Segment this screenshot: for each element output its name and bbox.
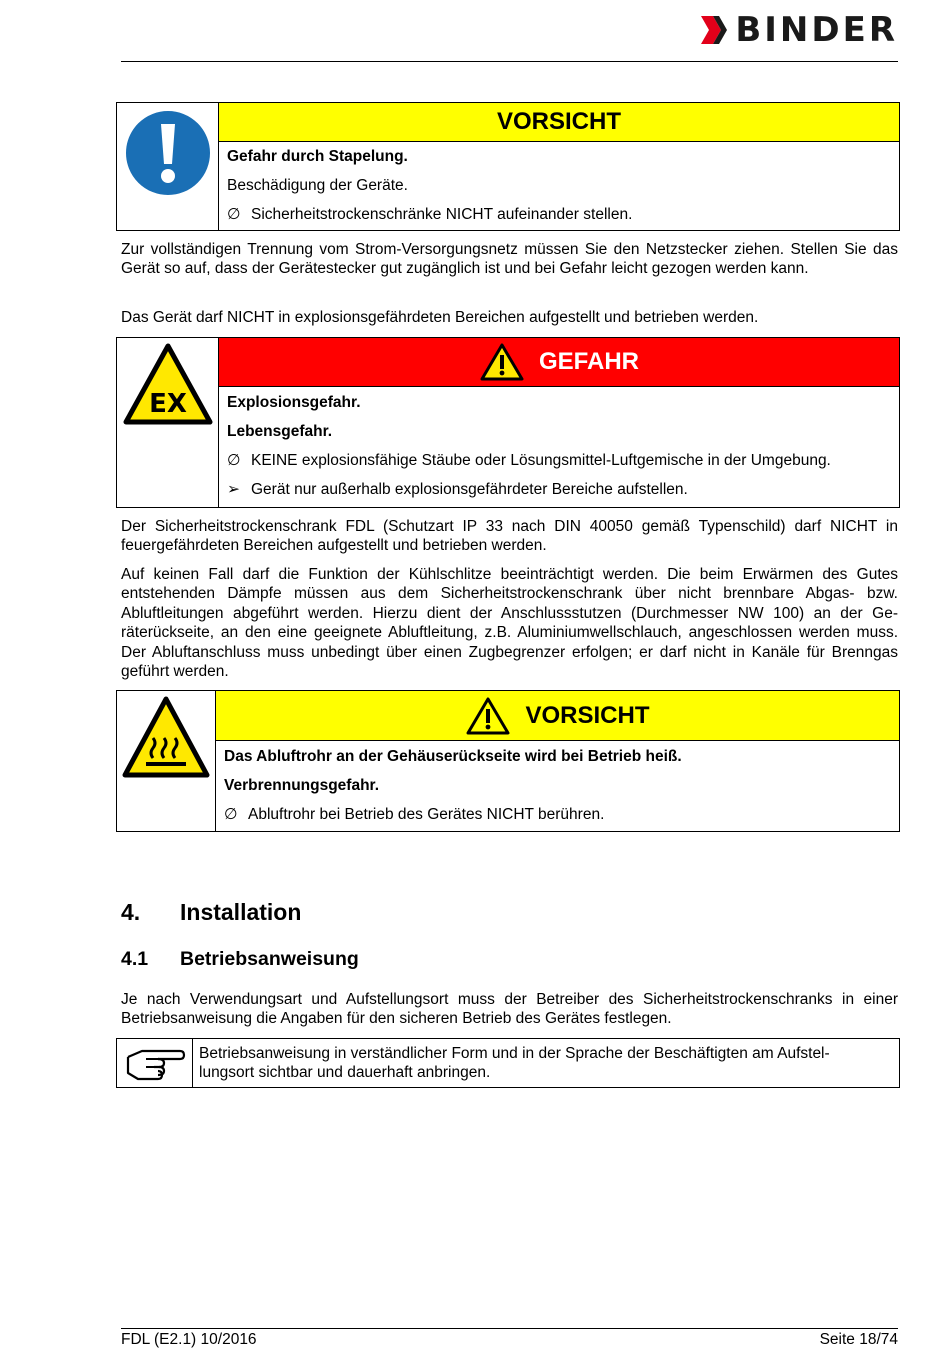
section-title: Installation [180,899,302,925]
paragraph-ventilation: Auf keinen Fall darf die Funktion der Kühlschlitze beeinträchtigt werden. Die beim Erwärmen des Gutes entstehenden Dämpfe müssen aus dem Sicherheitstrockenschrank über nicht brennbare Abgas- bzw. Abluftleitungen abgeführt werden. Hierzu dient der Anschlussstutzen (Durchmesser NW 100) an der Ge-räterückseite, an den eine geeignete Abluftleitung, z.B. Aluminiumwellschlauch, angeschlossen werden muss. Der Abluftanschluss muss unbedingt über einen Zugbegrenzer erfolgen; er darf nicht in Kanäle für Brenngas geführt werden. [121,566,898,681]
prohibition-icon: ∅ [224,806,238,823]
caution-heading: VORSICHT [496,108,621,135]
caution-line-consequence: Beschädigung der Geräte. [227,177,408,194]
danger-icon-cell [117,338,219,507]
mandatory-exclamation-icon [123,108,213,198]
arrow-bullet-icon: ➢ [227,481,240,498]
danger-line-prohibition [219,451,899,470]
caution-prohibition-text: Sicherheitstrockenschränke NICHT aufeinander stellen. [251,206,633,223]
svg-text:EX: EX [148,389,187,419]
danger-instruction-text: Gerät nur außerhalb explosionsgefährdeter Bereiche aufstellen. [251,481,688,498]
caution2-prohibition-text: Abluftrohr bei Betrieb des Gerätes NICHT berühren. [248,806,605,823]
caution2-header [216,691,899,741]
danger-heading: GEFAHR [538,348,639,375]
prohibition-icon: ∅ [227,206,241,223]
warning-triangle-icon [479,342,525,382]
footer-rule [121,1328,898,1329]
caution2-icon-cell [117,691,216,831]
danger-header [219,338,899,387]
binder-logo-text: BINDER [735,10,898,50]
note-text: Betriebsanweisung in verständlicher Form und in der Sprache der Beschäftigten am Aufstel-lungsort sichtbar und dauerhaft anbringen. [199,1044,830,1081]
subsection-number: 4.1 [121,948,149,970]
caution2-line-hazard: Das Abluftrohr an der Gehäuserückseite wird bei Betrieb heiß. [224,748,682,765]
pointing-hand-icon [124,1043,186,1083]
paragraph-power-disconnect: Zur vollständigen Trennung vom Strom-Versorgungsnetz müssen Sie den Netzstecker ziehen. Stellen Sie das Gerät so auf, dass der Gerätestecker gut zugänglich ist und bei Gefahr leicht gezogen werden kann. [121,241,898,278]
caution2-body [216,691,899,831]
subsection-heading-operating-instructions [121,948,359,971]
caution-box-stacking [116,102,900,231]
subsection-title: Betriebsanweisung [180,948,359,970]
section-number: 4. [121,899,141,925]
paragraph-fire-hazard-areas: Der Sicherheitstrockenschrank FDL (Schutzart IP 33 nach DIN 40050 gemäß Typenschild) darf NICHT in feuergefährdeten Bereichen aufgestellt und betrieben werden. [121,518,898,555]
danger-box-explosion [116,337,900,508]
caution-icon-cell [117,103,219,230]
danger-line-consequence: Lebensgefahr. [227,423,333,440]
danger-prohibition-text: KEINE explosionsfähige Stäube oder Lösungsmittel-Luftgemische in der Umgebung. [251,452,831,469]
prohibition-icon: ∅ [227,452,241,469]
binder-logo [699,12,898,48]
caution-body [219,103,899,230]
danger-line-instruction [219,480,899,499]
note-icon-cell [117,1039,193,1087]
caution2-line-consequence: Verbrennungsgefahr. [224,777,380,794]
caution-box-hot-surface [116,690,900,832]
caution-line-hazard: Gefahr durch Stapelung. [227,148,408,165]
note-body [193,1039,899,1087]
ex-warning-icon [123,343,213,425]
caution2-heading: VORSICHT [525,701,650,729]
caution2-line-prohibition [216,805,899,824]
warning-triangle-icon [465,696,511,736]
footer-document-id: FDL (E2.1) 10/2016 [121,1331,257,1348]
paragraph-operating-instructions: Je nach Verwendungsart und Aufstellungsort muss der Betreiber des Sicherheitstrockenschranks in einer Betriebsanweisung die Angaben für den sicheren Betrieb des Gerätes festlegen. [121,991,898,1028]
danger-body [219,338,899,507]
danger-line-hazard: Explosionsgefahr. [227,394,361,411]
section-heading-installation [121,899,301,926]
paragraph-explosive-areas: Das Gerät darf NICHT in explosionsgefährdeten Bereichen aufgestellt und betrieben werden. [121,309,759,326]
caution-header [219,103,899,142]
hot-surface-warning-icon [122,696,210,778]
caution-line-prohibition [219,205,899,224]
header-rule [121,61,898,62]
binder-logo-icon [699,14,729,46]
footer-page-number: Seite 18/74 [819,1331,898,1348]
note-box [116,1038,900,1088]
